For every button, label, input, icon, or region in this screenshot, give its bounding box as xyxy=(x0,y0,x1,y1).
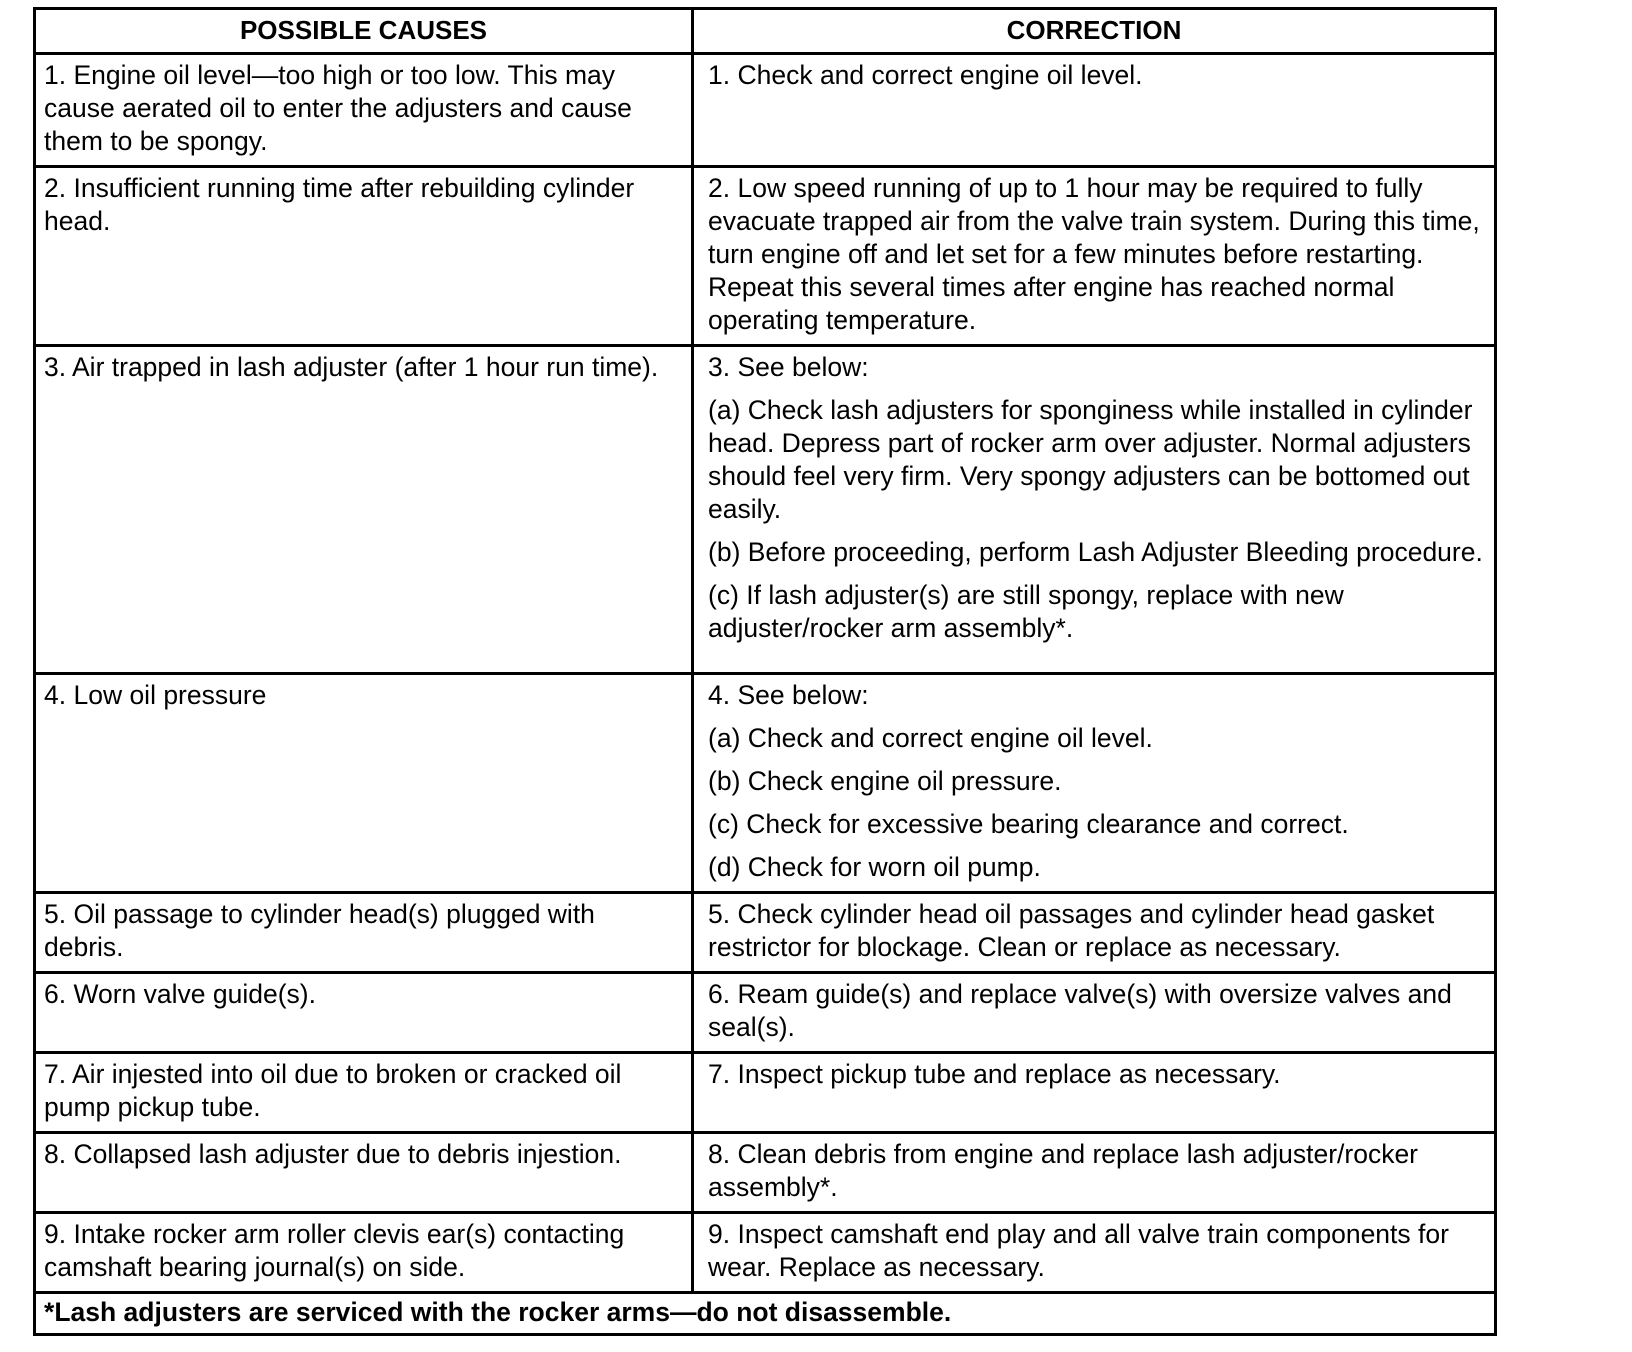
cause-cell: 6. Worn valve guide(s). xyxy=(35,973,693,1053)
table-row xyxy=(35,54,1496,167)
correction-text: 4. See below: xyxy=(708,680,869,710)
table-row xyxy=(35,973,1496,1053)
correction-cell xyxy=(693,167,1496,346)
correction-text: 7. Inspect pickup tube and replace as necessary. xyxy=(708,1059,1281,1089)
correction-cell xyxy=(693,1133,1496,1213)
correction-subitem: (c) If lash adjuster(s) are still spongy, replace with new adjuster/rocker arm assembly*. xyxy=(708,580,1344,643)
cause-cell: 1. Engine oil level—too high or too low. This may cause aerated oil to enter the adjusters and cause them to be spongy. xyxy=(35,54,693,167)
table-row xyxy=(35,674,1496,893)
footnote-row xyxy=(35,1293,1496,1335)
correction-subitem: (a) Check and correct engine oil level. xyxy=(708,723,1153,753)
table-row xyxy=(35,1133,1496,1213)
correction-text: 5. Check cylinder head oil passages and cylinder head gasket restrictor for blockage. Clean or replace as necessary. xyxy=(708,899,1435,962)
header-row xyxy=(35,9,1496,54)
correction-subitem: (c) Check for excessive bearing clearance and correct. xyxy=(708,809,1349,839)
cause-cell: 8. Collapsed lash adjuster due to debris injestion. xyxy=(35,1133,693,1213)
correction-cell xyxy=(693,1053,1496,1133)
table-row xyxy=(35,167,1496,346)
correction-subitem: (b) Check engine oil pressure. xyxy=(708,766,1062,796)
correction-text: 3. See below: xyxy=(708,352,869,382)
correction-text: 6. Ream guide(s) and replace valve(s) with oversize valves and seal(s). xyxy=(708,979,1452,1042)
correction-subitem: (b) Before proceeding, perform Lash Adjuster Bleeding procedure. xyxy=(708,537,1483,567)
correction-cell xyxy=(693,674,1496,893)
cause-cell: 7. Air injested into oil due to broken or cracked oil pump pickup tube. xyxy=(35,1053,693,1133)
correction-text: 2. Low speed running of up to 1 hour may be required to fully evacuate trapped air from the valve train system. During this time, turn engine off and let set for a few minutes before restarting. Repeat this several times after engine has reached normal operating temperature. xyxy=(708,173,1480,335)
table-row xyxy=(35,1053,1496,1133)
cause-cell: 5. Oil passage to cylinder head(s) plugged with debris. xyxy=(35,893,693,973)
footnote: *Lash adjusters are serviced with the rocker arms—do not disassemble. xyxy=(35,1293,1496,1335)
table-row xyxy=(35,1213,1496,1293)
cause-cell: 2. Insufficient running time after rebuilding cylinder head. xyxy=(35,167,693,346)
cause-cell: 9. Intake rocker arm roller clevis ear(s) contacting camshaft bearing journal(s) on side. xyxy=(35,1213,693,1293)
correction-subitem: (a) Check lash adjusters for sponginess while installed in cylinder head. Depress part of rocker arm over adjuster. Normal adjusters should feel very firm. Very spongy adjusters can be bottomed out easily. xyxy=(708,395,1473,524)
table-row xyxy=(35,346,1496,674)
correction-cell xyxy=(693,54,1496,167)
cause-cell: 3. Air trapped in lash adjuster (after 1 hour run time). xyxy=(35,346,693,674)
correction-cell xyxy=(693,973,1496,1053)
correction-subitem: (d) Check for worn oil pump. xyxy=(708,852,1041,882)
cause-cell: 4. Low oil pressure xyxy=(35,674,693,893)
correction-text: 1. Check and correct engine oil level. xyxy=(708,60,1143,90)
header-correction: CORRECTION xyxy=(693,9,1496,54)
correction-cell xyxy=(693,346,1496,674)
correction-text: 8. Clean debris from engine and replace lash adjuster/rocker assembly*. xyxy=(708,1139,1419,1202)
table-row xyxy=(35,893,1496,973)
correction-text: 9. Inspect camshaft end play and all valve train components for wear. Replace as necessary. xyxy=(708,1219,1449,1282)
correction-cell xyxy=(693,893,1496,973)
diagnosis-table xyxy=(33,7,1497,1336)
header-possible-causes: POSSIBLE CAUSES xyxy=(35,9,693,54)
correction-cell xyxy=(693,1213,1496,1293)
